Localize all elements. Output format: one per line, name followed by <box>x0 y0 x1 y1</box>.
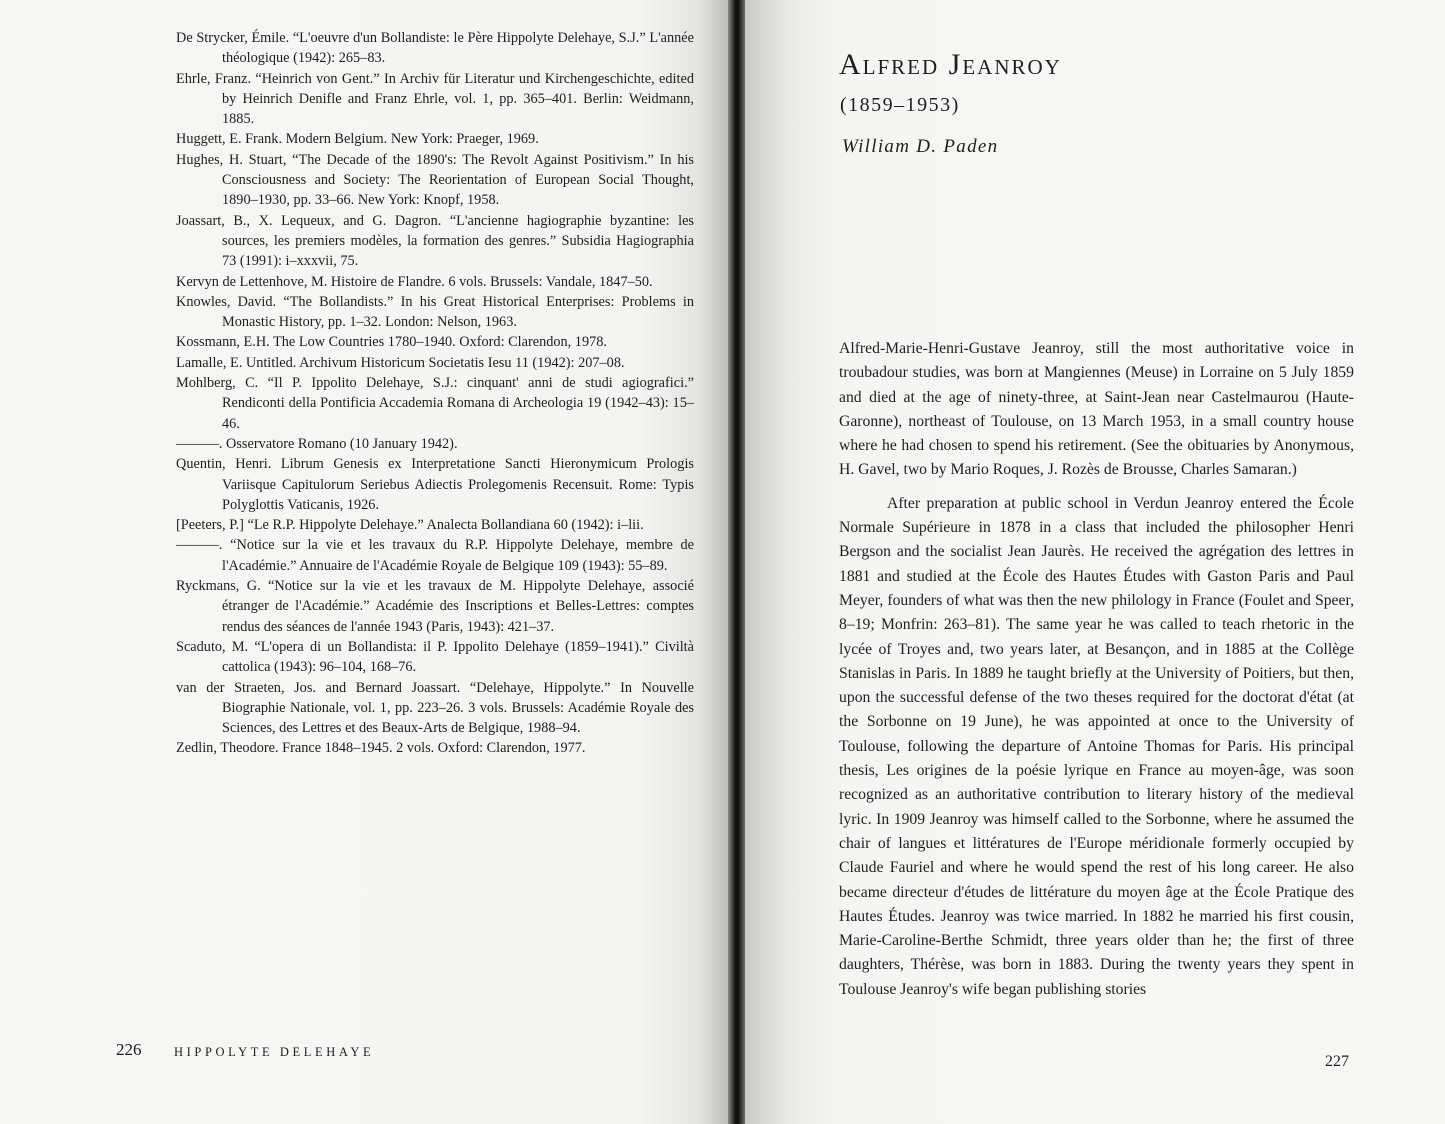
bibliography-entry: Scaduto, M. “L'opera di un Bollandista: il P. Ippolito Delehaye (1859–1941).” Civiltà cattolica (1943): 96–104, 168–76. <box>176 638 694 676</box>
chapter-author: William D. Paden <box>842 136 999 157</box>
bibliography-entry: De Strycker, Émile. “L'oeuvre d'un Bollandiste: le Père Hippolyte Delehaye, S.J.” L'année théologique (1942): 265–83. <box>176 30 694 67</box>
bibliography-entry: van der Straeten, Jos. and Bernard Joassart. “Delehaye, Hippolyte.” In Nouvelle Biographie Nationale, vol. 1, pp. 223–26. 3 vols. Brussels: Académie Royale des Sciences, des Lettres et des Beaux-Arts de Belgique, 1988–94. <box>176 679 694 737</box>
body-paragraph: After preparation at public school in Verdun Jeanroy entered the École Normale Supérieure in 1878 in a class that included the philosopher Henri Bergson and the socialist Jean Jaurès. He received the agrégation des lettres in 1881 and studied at the École des Hautes Études with Gaston Paris and Paul Meyer, founders of what was then the new philology in France (Foulet and Speer, 8–19; Monfrin: 263–81). The same year he was called to teach rhetoric in the lycée of Troyes and, two years later, at Besançon, and in 1885 at the Collège Stanislas in Paris. In 1889 he taught briefly at the University of Poitiers, but then, upon the successful defense of the two theses required for the doctorat d'état (at the Sorbonne on 19 June), he was appointed at once to the University of Toulouse, following the departure of Antoine Thomas for Paris. His principal thesis, Les origines de la poésie lyrique en France au moyen-âge, was soon recognized as an authoritative contribution to literary history of the medieval lyric. In 1909 Jeanroy was himself called to the Sorbonne, where he assumed the chair of langues et littératures de l'Europe méridionale formerly occupied by Claude Fauriel and where he would spend the rest of his long career. He also became directeur d'études de littérature du moyen âge at the École Pratique des Hautes Études. Jeanroy was twice married. In 1882 he married his first cousin, Marie-Caroline-Berthe Schmidt, three years older than he; the first of three daughters, Thérèse, was born in 1883. During the twenty years they spent in Toulouse Jeanroy's wife began publishing stories <box>839 494 1354 998</box>
bibliography-entry: Lamalle, E. Untitled. Archivum Historicum Societatis Iesu 11 (1942): 207–08. <box>176 354 625 371</box>
bibliography-entry: Ryckmans, G. “Notice sur la vie et les travaux de M. Hippolyte Delehaye, associé étranger de l'Académie.” Académie des Inscriptions et Belles-Lettres: comptes rendus des séances de l'année 1943 (Paris, 1943): 421–37. <box>176 578 694 635</box>
bibliography-list <box>176 28 694 759</box>
running-head: HIPPOLYTE DELEHAYE <box>174 1045 375 1059</box>
bibliography-entry: Knowles, David. “The Bollandists.” In his Great Historical Enterprises: Problems in Monastic History, pp. 1–32. London: Nelson, 1963. <box>176 293 694 331</box>
book-gutter <box>728 0 745 1124</box>
bibliography-entry: Joassart, B., X. Lequeux, and G. Dagron. “L'ancienne hagiographie byzantine: les sources, les premiers modèles, la formation des genres.” Subsidia Hagiographia 73 (1991): i–xxxvii, 75. <box>176 212 694 270</box>
bibliography-entry: ———. “Notice sur la vie et les travaux du R.P. Hippolyte Delehaye, membre de l'Académie.” Annuaire de l'Académie Royale de Belgique 109 (1943): 55–89. <box>176 537 694 574</box>
bibliography-entry: Hughes, H. Stuart, “The Decade of the 1890's: The Revolt Against Positivism.” In his Consciousness and Society: The Reorientation of European Social Thought, 1890–1930, pp. 33–66. New York: Knopf, 1958. <box>176 151 694 209</box>
bibliography-entry: Mohlberg, C. “Il P. Ippolito Delehaye, S.J.: cinquant' anni de studi agiografici.” Rendiconti della Pontificia Accademia Romana di Archeologia 19 (1942–43): 15–46. <box>176 375 694 432</box>
bibliography-entry: Kervyn de Lettenhove, M. Histoire de Flandre. 6 vols. Brussels: Vandale, 1847–50. <box>176 273 653 290</box>
chapter-title: Alfred Jeanroy <box>839 48 1062 81</box>
chapter-body <box>839 337 1354 1002</box>
chapter-dates: (1859–1953) <box>840 94 960 116</box>
bibliography-entry: [Peeters, P.] “Le R.P. Hippolyte Delehaye.” Analecta Bollandiana 60 (1942): i–lii. <box>176 517 644 534</box>
bibliography-entry: ———. Osservatore Romano (10 January 1942). <box>176 435 458 452</box>
bibliography-entry: Ehrle, Franz. “Heinrich von Gent.” In Archiv für Literatur und Kirchengeschichte, edited by Heinrich Denifle and Franz Ehrle, vol. 1, pp. 365–401. Berlin: Weidmann, 1885. <box>176 70 694 128</box>
page-number-right: 227 <box>1325 1053 1349 1070</box>
bibliography-entry: Quentin, Henri. Librum Genesis ex Interpretatione Sancti Hieronymicum Prologis Variisque Capitulorum Seriebus Adiectis Prolegomenis Recensuit. Rome: Typis Polyglottis Vaticanis, 1926. <box>176 456 694 513</box>
body-paragraph: Alfred-Marie-Henri-Gustave Jeanroy, still the most authoritative voice in troubadour studies, was born at Mangiennes (Meuse) in Lorraine on 5 July 1859 and died at the age of ninety-three, at Saint-Jean near Castelmaurou (Haute-Garonne), northeast of Toulouse, on 13 March 1953, in a small country house where he had chosen to spend his retirement. (See the obituaries by Anonymous, H. Gavel, two by Mario Roques, J. Rozès de Brousse, Charles Samaran.) <box>839 340 1354 479</box>
bibliography-entry: Kossmann, E.H. The Low Countries 1780–1940. Oxford: Clarendon, 1978. <box>176 334 607 351</box>
bibliography-entry: Zedlin, Theodore. France 1848–1945. 2 vols. Oxford: Clarendon, 1977. <box>176 740 586 757</box>
page-number-left: 226 <box>116 1040 142 1059</box>
bibliography-entry: Huggett, E. Frank. Modern Belgium. New York: Praeger, 1969. <box>176 131 539 148</box>
